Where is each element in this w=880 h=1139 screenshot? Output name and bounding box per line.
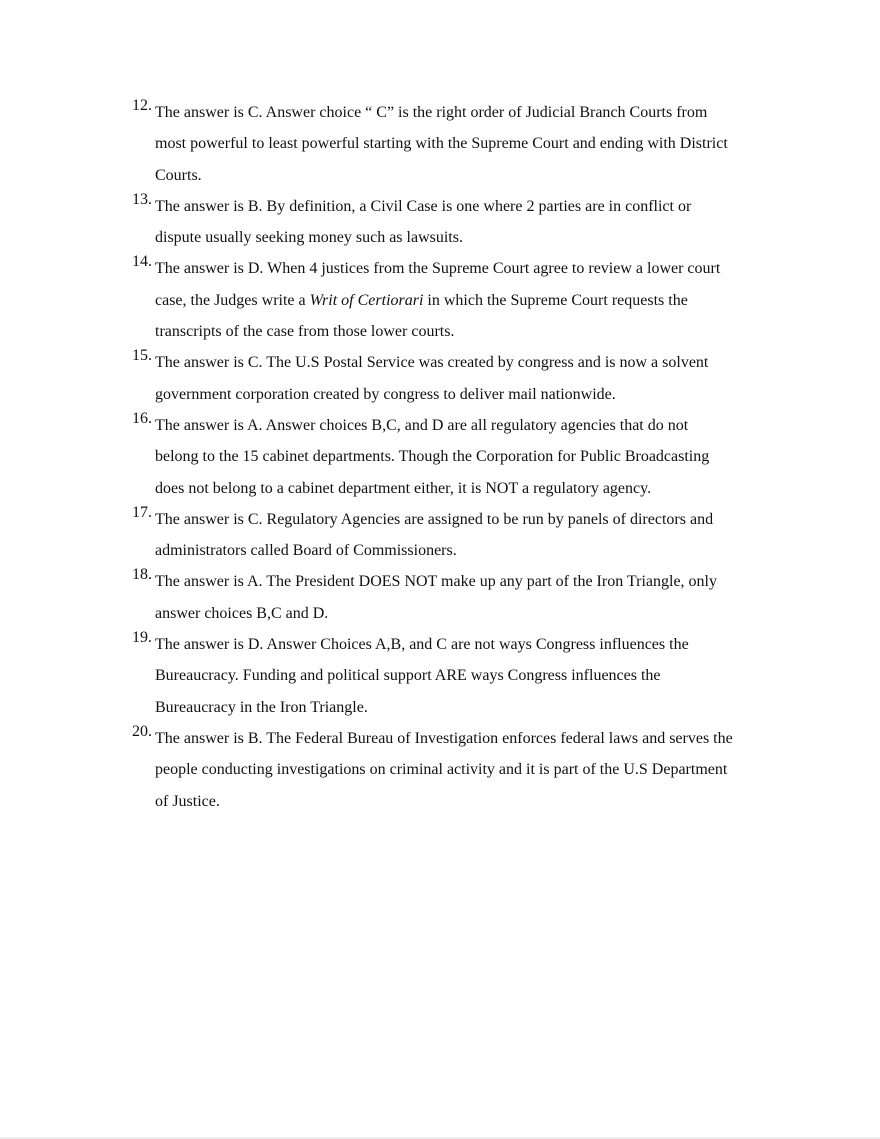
answer-line	[155, 504, 880, 535]
answer-line	[155, 410, 880, 441]
answer-item	[0, 97, 880, 191]
answer-text: The answer is B. The Federal Bureau of Investigation enforces federal laws and serves the	[155, 729, 733, 747]
answer-line	[155, 128, 880, 159]
answer-text: The answer is A. Answer choices B,C, and D are all regulatory agencies that do not	[155, 416, 689, 434]
answer-text: most powerful to least powerful starting with the Supreme Court and ending with District	[155, 135, 728, 153]
answer-line	[155, 160, 880, 191]
answer-item	[0, 191, 880, 254]
answer-text: answer choices B,C and D.	[155, 604, 329, 622]
item-number: 15.	[132, 347, 152, 365]
answer-item	[0, 410, 880, 504]
answer-line	[155, 598, 880, 629]
answer-text: The answer is D. Answer Choices A,B, and C are not ways Congress influences the	[155, 636, 689, 654]
answer-item	[0, 347, 880, 410]
answer-text: transcripts of the case from those lower courts.	[155, 323, 455, 341]
answer-text: Bureaucracy. Funding and political support ARE ways Congress influences the	[155, 667, 661, 685]
answer-line	[155, 191, 880, 222]
answer-item	[0, 629, 880, 723]
answer-line	[155, 692, 880, 723]
answer-line	[155, 222, 880, 253]
answer-line	[155, 473, 880, 504]
answer-text: dispute usually seeking money such as lawsuits.	[155, 229, 463, 247]
answer-item	[0, 253, 880, 347]
answer-line	[155, 754, 880, 785]
answer-line	[155, 629, 880, 660]
answer-line	[155, 566, 880, 597]
item-number: 12.	[132, 97, 152, 114]
answer-line	[155, 285, 880, 316]
answer-text: of Justice.	[155, 792, 220, 810]
answer-text: The answer is D. When 4 justices from the Supreme Court agree to review a lower court	[155, 260, 721, 278]
answer-text: The answer is C. Answer choice “ C” is the right order of Judicial Branch Courts from	[155, 104, 708, 121]
answer-line	[155, 535, 880, 566]
answer-item	[0, 504, 880, 567]
item-number: 13.	[132, 190, 152, 208]
answer-text: government corporation created by congress to deliver mail nationwide.	[155, 385, 616, 403]
answer-item	[0, 566, 880, 629]
item-number: 14.	[132, 253, 152, 271]
answer-text: administrators called Board of Commissioners.	[155, 542, 457, 560]
answer-list	[0, 97, 880, 817]
answer-text: Bureaucracy in the Iron Triangle.	[155, 698, 368, 716]
answer-text: in which the Supreme Court requests the	[423, 291, 688, 309]
answer-line	[155, 316, 880, 347]
answer-line	[155, 253, 880, 284]
answer-line	[155, 786, 880, 817]
answer-line	[155, 660, 880, 691]
answer-text: The answer is C. The U.S Postal Service was created by congress and is now a solvent	[155, 354, 709, 372]
item-number: 18.	[132, 566, 152, 584]
answer-text: does not belong to a cabinet department either, it is NOT a regulatory agency.	[155, 479, 652, 497]
answer-text: Courts.	[155, 166, 202, 184]
answer-text: The answer is A. The President DOES NOT make up any part of the Iron Triangle, only	[155, 573, 717, 591]
item-number: 17.	[132, 503, 152, 521]
answer-line	[155, 441, 880, 472]
answer-text: The answer is C. Regulatory Agencies are assigned to be run by panels of directors and	[155, 510, 714, 528]
answer-line	[155, 723, 880, 754]
answer-line	[155, 347, 880, 378]
item-number: 16.	[132, 409, 152, 427]
answer-text: The answer is B. By definition, a Civil Case is one where 2 parties are in conflict or	[155, 197, 692, 215]
item-number: 19.	[132, 629, 152, 647]
item-number: 20.	[132, 722, 152, 740]
answer-text: case, the Judges write a	[155, 291, 310, 309]
answer-line	[155, 379, 880, 410]
answer-item	[0, 723, 880, 817]
answer-line	[155, 97, 880, 128]
answer-text: people conducting investigations on criminal activity and it is part of the U.S Department	[155, 761, 728, 779]
writ-of-certiorari-term: Writ of Certiorari	[309, 291, 424, 309]
answer-text: belong to the 15 cabinet departments. Though the Corporation for Public Broadcasting	[155, 448, 710, 466]
